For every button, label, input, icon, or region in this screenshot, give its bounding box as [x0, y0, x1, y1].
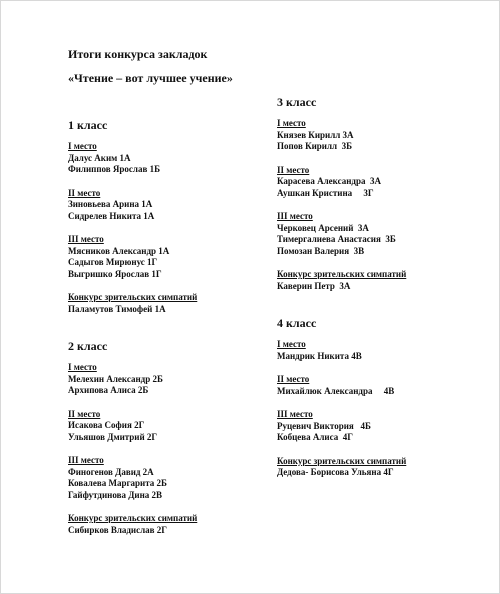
winner-entry: Сидрелев Никита 1А — [68, 210, 155, 221]
winner-entry: Мясников Александр 1А — [68, 245, 170, 256]
winner-entry: Попов Кирилл 3Б — [277, 141, 353, 151]
right-column — [277, 95, 487, 491]
winner-entry: Финогенов Давид 2А — [68, 466, 154, 477]
grade-3-audience-choice — [277, 269, 487, 292]
winner-entry: Зиновьева Арина 1А — [68, 199, 153, 209]
winner-entry: Тимергалиева Анастасия 3Б — [277, 234, 396, 244]
grade-1-heading: 1 класс — [68, 118, 108, 132]
section-title: Конкурс зрительских симпатий — [277, 269, 407, 279]
section-title: III место — [277, 211, 313, 221]
section-title: II место — [277, 374, 310, 384]
section-title: I место — [68, 362, 97, 372]
winner-entry: Руцевич Виктория 4Б — [277, 420, 371, 431]
section-title: I место — [277, 118, 306, 128]
section-title: I место — [68, 141, 97, 151]
document-title: Итоги конкурса закладок — [68, 47, 208, 61]
winner-entry: Паламутов Тимофей 1А — [68, 303, 166, 314]
section-title: II место — [277, 164, 310, 175]
section-title: Конкурс зрительских симпатий — [68, 292, 198, 302]
section-title: II место — [68, 408, 101, 419]
winner-entry: Мандрик Никита 4В — [277, 350, 362, 361]
grade-3-place-3 — [277, 211, 487, 257]
winner-entry: Филиппов Ярослав 1Б — [68, 164, 161, 174]
grade-1-audience-choice — [68, 292, 278, 315]
winner-entry: Ковалева Маргарита 2Б — [68, 478, 167, 488]
section-title: Конкурс зрительских симпатий — [68, 513, 198, 523]
winner-entry: Аушкан Кристина 3Г — [277, 187, 374, 198]
winner-entry: Дедова- Борисова Ульяна 4Г — [277, 467, 394, 477]
winner-entry: Исакова София 2Г — [68, 420, 145, 430]
winner-entry: Каверин Петр 3А — [277, 280, 351, 291]
winner-entry: Мелехин Александр 2Б — [68, 373, 163, 384]
winner-entry: Архипова Алиса 2Б — [68, 385, 149, 395]
section-title: Конкурс зрительских симпатий — [277, 455, 407, 466]
section-title: III место — [68, 455, 104, 465]
winner-entry: Михайлюк Александра 4В — [277, 385, 395, 396]
section-title: III место — [68, 234, 104, 244]
winner-entry: Черковец Арсений 3А — [277, 222, 369, 233]
document-subtitle: «Чтение – вот лучшее учение» — [68, 71, 233, 85]
section-title: I место — [277, 339, 306, 349]
grade-2-place-3 — [68, 455, 278, 501]
winner-entry: Гайфутдинова Дина 2В — [68, 489, 163, 500]
winner-entry: Князев Кирилл 3А — [277, 129, 354, 140]
grade-4-audience-choice — [277, 456, 487, 479]
grade-2-place-2 — [68, 409, 278, 444]
grade-3-place-2 — [277, 165, 487, 200]
winner-entry: Карасева Александра 3А — [277, 176, 381, 186]
grade-4-place-2 — [277, 374, 487, 397]
grade-1-place-1 — [68, 141, 278, 176]
section-title: II место — [68, 187, 101, 198]
winner-entry: Сибирков Владислав 2Г — [68, 524, 167, 535]
grade-4-place-3 — [277, 409, 487, 444]
grade-3-heading: 3 класс — [277, 95, 317, 109]
grade-4-heading: 4 класс — [277, 316, 317, 330]
grade-1-place-2 — [68, 188, 278, 223]
winner-entry: Ульяшов Дмитрий 2Г — [68, 431, 158, 442]
grade-1-place-3 — [68, 234, 278, 280]
winner-entry: Кобцева Алиса 4Г — [277, 432, 353, 442]
grade-4-place-1 — [277, 339, 487, 362]
winner-entry: Выгришко Ярослав 1Г — [68, 268, 162, 279]
grade-2-place-1 — [68, 362, 278, 397]
grade-2-audience-choice — [68, 513, 278, 536]
grade-3-place-1 — [277, 118, 487, 153]
winner-entry: Далус Аким 1А — [68, 152, 131, 163]
left-column — [68, 118, 278, 548]
winner-entry: Садыгов Мирюнус 1Г — [68, 257, 158, 267]
winner-entry: Помозан Валерия 3В — [277, 245, 365, 256]
section-title: III место — [277, 409, 313, 419]
grade-2-heading: 2 класс — [68, 339, 108, 353]
